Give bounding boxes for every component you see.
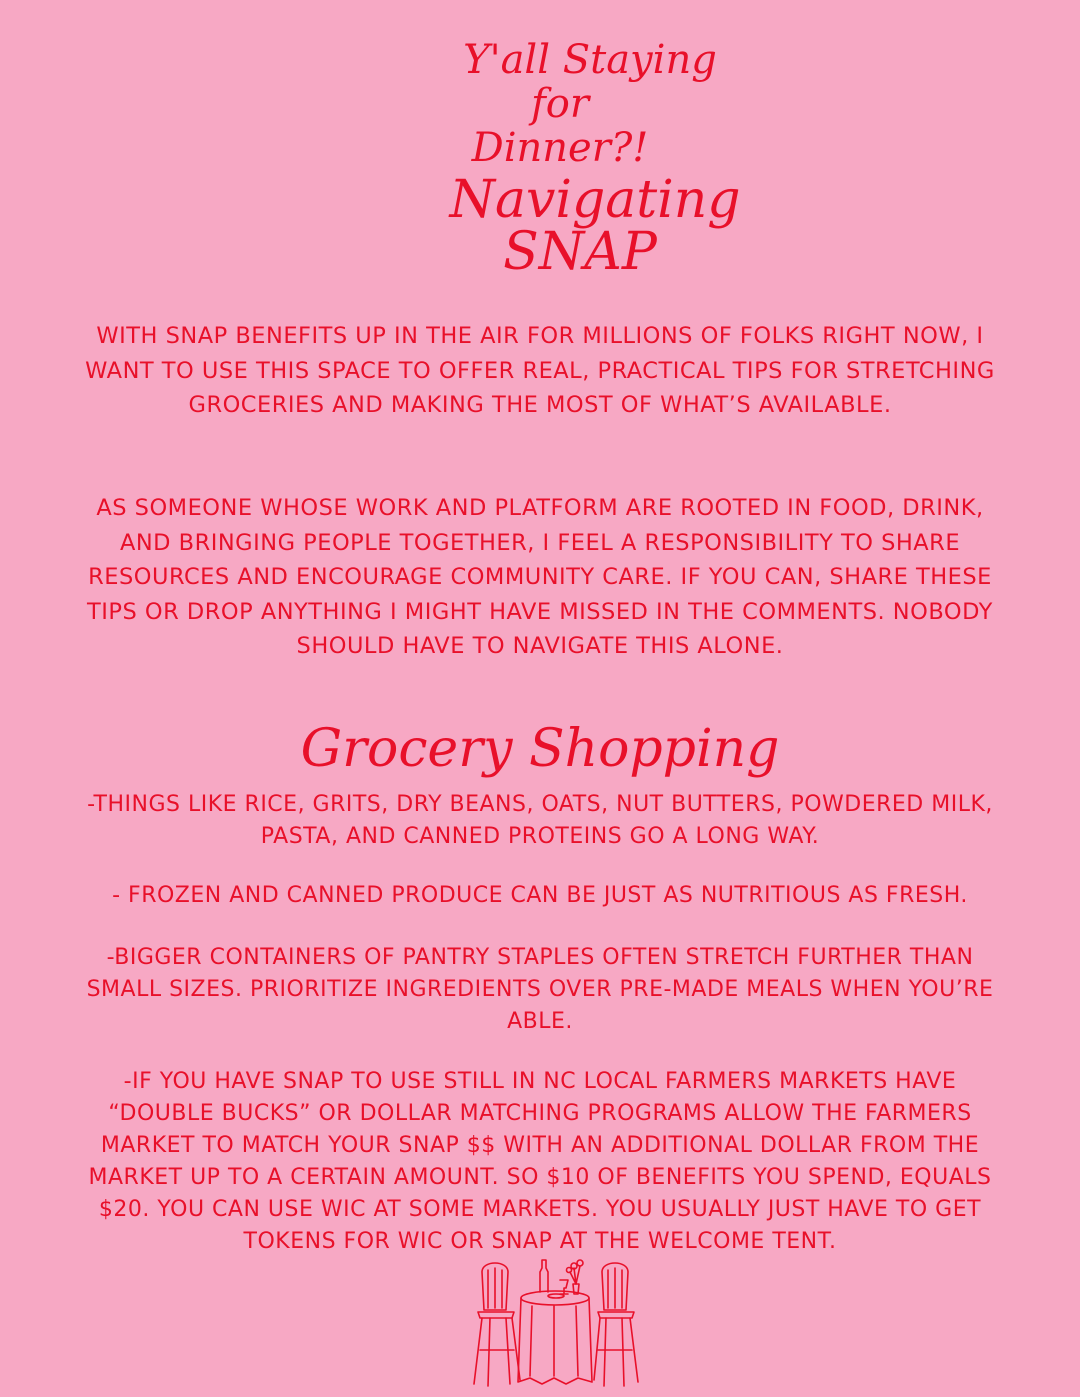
- grocery-tip: -THINGS LIKE RICE, GRITS, DRY BEANS, OATS, NUT BUTTERS, POWDERED MILK, PASTA, AND CANNED PROTEINS GO A LONG WAY.: [87, 792, 993, 849]
- intro-paragraph-2: AS SOMEONE WHOSE WORK AND PLATFORM ARE ROOTED IN FOOD, DRINK, AND BRINGING PEOPLE TOGETHER, I FEEL A RESPONSIBILITY TO SHARE RESOURCES AND ENCOURAGE COMMUNITY CARE. IF YOU CAN, SHARE THESE TIPS OR DROP ANYTHING I MIGHT HAVE MISSED IN THE COMMENTS. NOBODY SHOULD HAVE TO NAVIGATE THIS ALONE.: [87, 495, 993, 659]
- grocery-tip: -BIGGER CONTAINERS OF PANTRY STAPLES OFTEN STRETCH FURTHER THAN SMALL SIZES. PRIORITIZE INGREDIENTS OVER PRE-MADE MEALS WHEN YOU’RE ABLE.: [86, 945, 994, 1034]
- grocery-tip: - FROZEN AND CANNED PRODUCE CAN BE JUST AS NUTRITIOUS AS FRESH.: [112, 883, 968, 908]
- grocery-tip: -IF YOU HAVE SNAP TO USE STILL IN NC LOCAL FARMERS MARKETS HAVE “DOUBLE BUCKS” OR DOLLAR MATCHING PROGRAMS ALLOW THE FARMERS MARKET TO MATCH YOUR SNAP $$ WITH AN ADDITIONAL DOLLAR FROM THE MARKET UP TO A CERTAIN AMOUNT. SO $10 OF BENEFITS YOU SPEND, EQUALS $20. YOU CAN USE WIC AT SOME MARKETS. YOU USUALLY JUST HAVE TO GET TOKENS FOR WIC OR SNAP AT THE WELCOME TENT.: [88, 1069, 992, 1254]
- title-line-3: Dinner?!: [471, 125, 649, 171]
- bistro-table-with-chairs-icon: [470, 1250, 640, 1390]
- section-heading-grocery: Grocery Shopping: [300, 719, 780, 779]
- intro-paragraph-1: WITH SNAP BENEFITS UP IN THE AIR FOR MILLIONS OF FOLKS RIGHT NOW, I WANT TO USE THIS SPACE TO OFFER REAL, PRACTICAL TIPS FOR STRETCHING GROCERIES AND MAKING THE MOST OF WHAT’S AVAILABLE.: [85, 323, 995, 418]
- title-line-1: Y'all Staying: [463, 37, 717, 83]
- title-line-5: SNAP: [503, 222, 657, 282]
- title-block: [240, 37, 880, 282]
- title-line-2: for: [530, 81, 589, 127]
- title-line-4: Navigating: [449, 170, 741, 230]
